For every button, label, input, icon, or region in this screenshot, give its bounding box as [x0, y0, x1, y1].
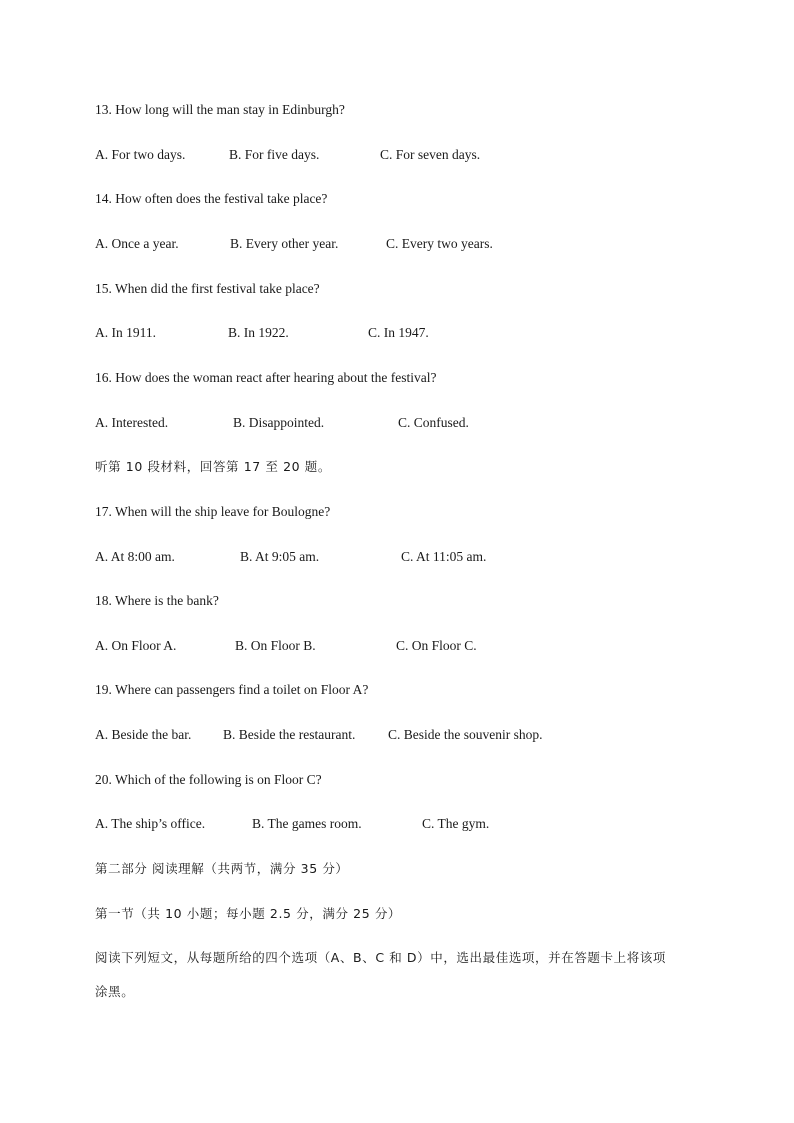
- option-19-a: A. Beside the bar.: [95, 727, 192, 742]
- option-18-a: A. On Floor A.: [95, 638, 177, 653]
- option-18-b: B. On Floor B.: [235, 638, 316, 653]
- option-17-a: A. At 8:00 am.: [95, 549, 175, 564]
- option-19-c: C. Beside the souvenir shop.: [388, 727, 543, 742]
- option-20-a: A. The ship’s office.: [95, 816, 206, 831]
- option-16-b: B. Disappointed.: [233, 415, 325, 430]
- part-2-title: 第二部分 阅读理解（共两节，满分 35 分）: [95, 861, 349, 876]
- option-15-c: C. In 1947.: [368, 325, 429, 340]
- option-14-c: C. Every two years.: [386, 236, 493, 251]
- option-15-a: A. In 1911.: [95, 325, 156, 340]
- option-19-b: B. Beside the restaurant.: [223, 727, 356, 742]
- option-20-b: B. The games room.: [252, 816, 362, 831]
- option-17-c: C. At 11:05 am.: [401, 549, 487, 564]
- option-20-c: C. The gym.: [422, 816, 490, 831]
- question-19: 19. Where can passengers find a toilet on Floor A?: [95, 682, 369, 697]
- option-13-b: B. For five days.: [229, 147, 320, 162]
- question-18: 18. Where is the bank?: [95, 593, 219, 608]
- option-14-b: B. Every other year.: [230, 236, 339, 251]
- option-16-a: A. Interested.: [95, 415, 169, 430]
- reading-instruction-line-2: 涂黑。: [95, 984, 135, 999]
- option-13-c: C. For seven days.: [380, 147, 481, 162]
- option-15-b: B. In 1922.: [228, 325, 289, 340]
- question-13: 13. How long will the man stay in Edinburgh?: [95, 102, 345, 117]
- option-18-c: C. On Floor C.: [396, 638, 477, 653]
- option-13-a: A. For two days.: [95, 147, 186, 162]
- section-10-instruction: 听第 10 段材料，回答第 17 至 20 题。: [95, 459, 331, 474]
- question-15: 15. When did the first festival take place?: [95, 281, 320, 296]
- question-14: 14. How often does the festival take place?: [95, 191, 328, 206]
- option-14-a: A. Once a year.: [95, 236, 179, 251]
- option-17-b: B. At 9:05 am.: [240, 549, 320, 564]
- section-1-title: 第一节（共 10 小题；每小题 2.5 分，满分 25 分）: [95, 906, 402, 921]
- option-16-c: C. Confused.: [398, 415, 469, 430]
- question-20: 20. Which of the following is on Floor C?: [95, 772, 322, 787]
- question-16: 16. How does the woman react after hearing about the festival?: [95, 370, 437, 385]
- question-17: 17. When will the ship leave for Boulogne?: [95, 504, 331, 519]
- reading-instruction-line-1: 阅读下列短文，从每题所给的四个选项（A、B、C 和 D）中，选出最佳选项，并在答题卡上将该项: [95, 950, 667, 965]
